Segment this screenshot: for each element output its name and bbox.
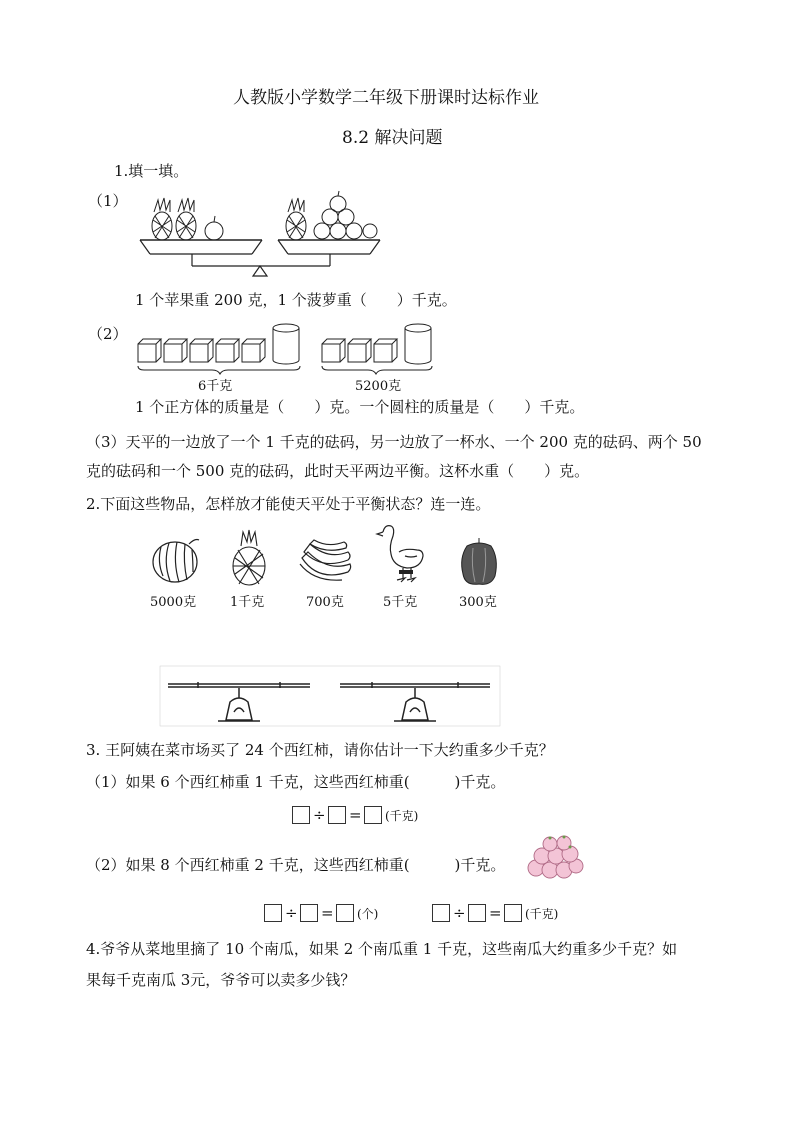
q4-line1: 4.爷爷从菜地里摘了 10 个南瓜，如果 2 个南瓜重 1 千克，这些南瓜大约重多少千克？如 xyxy=(86,940,678,958)
q1-part2-text: 1 个正方体的质量是（ ）克。一个圆柱的质量是（ ）千克。 xyxy=(135,398,585,416)
section-title: 8.2 解决问题 xyxy=(342,128,443,148)
equals-sign: = xyxy=(349,806,362,824)
q3-part2-text: （2）如果 8 个西红柿重 2 千克，这些西红柿重( )千克。 xyxy=(86,856,506,874)
q3-part1-text: （1）如果 6 个西红柿重 1 千克，这些西红柿重( )千克。 xyxy=(86,773,506,791)
q1-heading: 1.填一填。 xyxy=(114,162,189,180)
q2-heading: 2.下面这些物品，怎样放才能使天平处于平衡状态？连一连。 xyxy=(86,495,491,513)
item-label-goose: 5千克 xyxy=(383,595,418,610)
unit-label: (千克) xyxy=(385,809,419,823)
item-label-pepper: 300克 xyxy=(459,595,497,610)
answer-box[interactable] xyxy=(300,904,318,922)
label-6kg: 6千克 xyxy=(198,379,233,394)
division-sign: ÷ xyxy=(313,806,326,824)
answer-box[interactable] xyxy=(336,904,354,922)
cubes-and-cylinders xyxy=(136,322,436,374)
label-5200g: 5200克 xyxy=(355,379,402,394)
q1-part3-line1: （3）天平的一边放了一个 1 千克的砝码，另一边放了一杯水、一个 200 克的砝码、两个 50 xyxy=(86,433,702,451)
q3-part2-equation-1 xyxy=(264,903,404,925)
answer-box[interactable] xyxy=(432,904,450,922)
q1-part1-text: 1 个苹果重 200 克，1 个菠萝重（ ）千克。 xyxy=(135,291,457,309)
item-label-pineapple: 1千克 xyxy=(230,595,265,610)
q4-line2: 果每千克南瓜 3元，爷爷可以卖多少钱？ xyxy=(86,971,356,989)
division-sign: ÷ xyxy=(453,904,466,922)
answer-box[interactable] xyxy=(468,904,486,922)
answer-box[interactable] xyxy=(364,806,382,824)
q1-part1-number: （1） xyxy=(88,192,128,210)
watermelon-icon xyxy=(151,536,201,586)
q1-part2-number: （2） xyxy=(88,325,128,343)
answer-box[interactable] xyxy=(504,904,522,922)
pepper-icon xyxy=(457,538,501,588)
q3-part1-equation xyxy=(292,805,432,827)
goose-icon xyxy=(377,522,427,586)
division-sign: ÷ xyxy=(285,904,298,922)
q3-part2-equation-2 xyxy=(432,903,582,925)
answer-box[interactable] xyxy=(292,806,310,824)
answer-box[interactable] xyxy=(328,806,346,824)
bananas-icon xyxy=(298,538,354,582)
answer-box[interactable] xyxy=(264,904,282,922)
equals-sign: = xyxy=(321,904,334,922)
unit-label: (千克) xyxy=(525,907,559,921)
equals-sign: = xyxy=(489,904,502,922)
item-label-watermelon: 5000克 xyxy=(150,595,197,610)
q1-part3-line2: 克的砝码和一个 500 克的砝码，此时天平两边平衡。这杯水重（ ）克。 xyxy=(86,462,590,480)
unit-label: (个) xyxy=(357,907,379,921)
page-title: 人教版小学数学二年级下册课时达标作业 xyxy=(233,88,539,108)
item-label-bananas: 700克 xyxy=(306,595,344,610)
tomato-pile-icon xyxy=(526,836,584,882)
pineapple-icon xyxy=(229,530,269,586)
q3-heading: 3. 王阿姨在菜市场买了 24 个西红柿，请你估计一下大约重多少千克？ xyxy=(86,741,554,759)
balance-scales-pair xyxy=(160,666,500,726)
balance-scale-fruits xyxy=(140,196,380,276)
